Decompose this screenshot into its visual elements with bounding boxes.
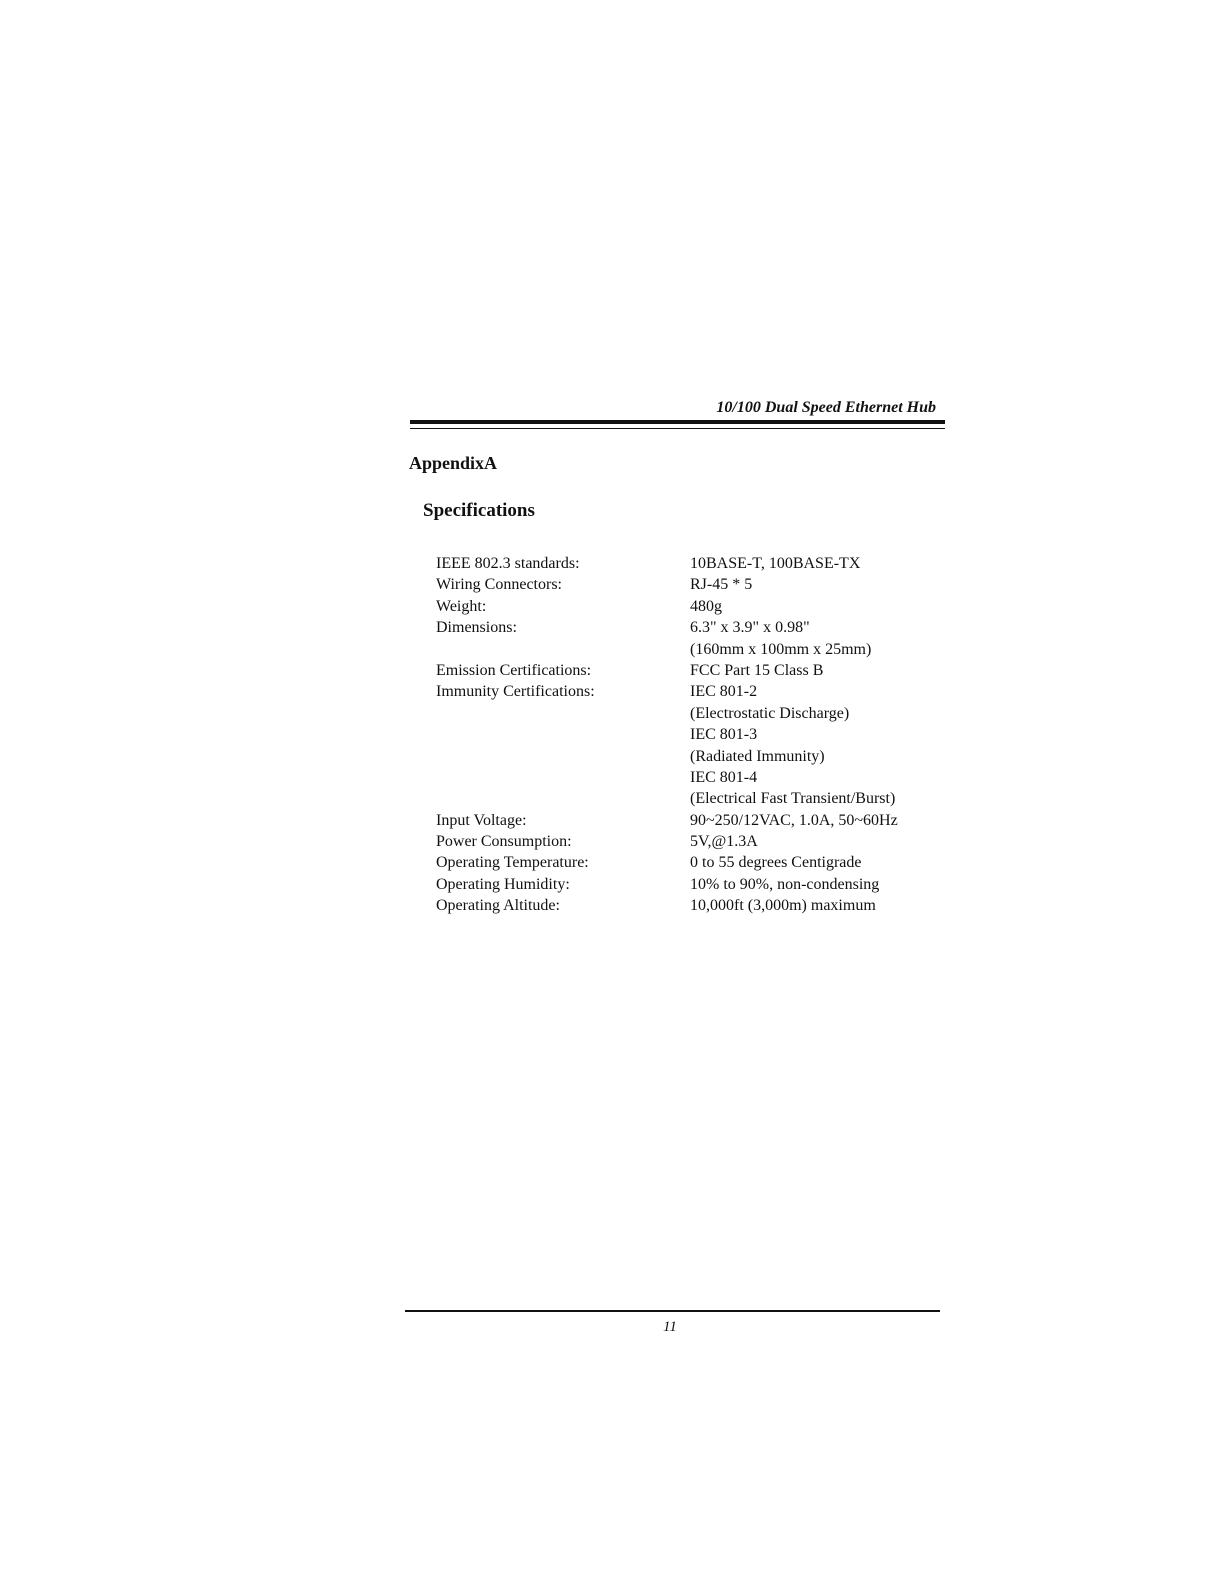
spec-value: IEC 801-4	[690, 768, 758, 786]
running-header-title: 10/100 Dual Speed Ethernet Hub	[716, 399, 936, 416]
spec-value: 90~250/12VAC, 1.0A, 50~60Hz	[690, 811, 898, 829]
page-number: 11	[663, 1319, 677, 1335]
spec-label: IEEE 802.3 standards:	[436, 555, 580, 572]
header-rule-thin	[410, 428, 945, 429]
footer-rule	[405, 1310, 940, 1312]
spec-label: Operating Altitude:	[436, 897, 560, 915]
spec-value: 10BASE-T, 100BASE-TX	[690, 555, 861, 572]
spec-label: Immunity Certifications:	[436, 683, 595, 701]
spec-label: Operating Humidity:	[436, 875, 570, 893]
spec-label: Dimensions:	[436, 619, 517, 637]
spec-label: Operating Temperature:	[436, 854, 589, 872]
spec-value: 5V,@1.3A	[690, 833, 758, 851]
spec-values-column	[690, 553, 940, 917]
header-rule	[410, 420, 945, 424]
spec-label: Weight:	[436, 597, 487, 615]
spec-label: Emission Certifications:	[436, 661, 592, 679]
spec-value: 0 to 55 degrees Centigrade	[690, 854, 862, 872]
spec-value: (Electrostatic Discharge)	[690, 704, 850, 722]
spec-value: (Radiated Immunity)	[690, 747, 825, 765]
spec-label: Input Voltage:	[436, 811, 527, 829]
spec-label: Power Consumption:	[436, 833, 572, 851]
spec-label	[436, 724, 666, 745]
section-title: Specifications	[423, 500, 535, 521]
spec-label	[436, 767, 666, 788]
spec-value: IEC 801-3	[690, 726, 758, 744]
spec-value: (Electrical Fast Transient/Burst)	[690, 790, 896, 808]
spec-label	[436, 788, 666, 809]
spec-value: 6.3" x 3.9" x 0.98"	[690, 619, 810, 637]
spec-label	[436, 703, 666, 724]
spec-label	[436, 746, 666, 767]
spec-value: 10% to 90%, non-condensing	[690, 875, 880, 893]
spec-label	[436, 639, 666, 660]
spec-value: 10,000ft (3,000m) maximum	[690, 897, 876, 915]
spec-value: RJ-45 * 5	[690, 576, 753, 594]
spec-value: IEC 801-2	[690, 683, 758, 701]
spec-value: 480g	[690, 597, 722, 615]
spec-value: FCC Part 15 Class B	[690, 661, 824, 679]
spec-label: Wiring Connectors:	[436, 576, 562, 594]
spec-value: (160mm x 100mm x 25mm)	[690, 640, 872, 658]
appendix-title: AppendixA	[409, 453, 498, 473]
spec-labels-column	[436, 553, 666, 917]
